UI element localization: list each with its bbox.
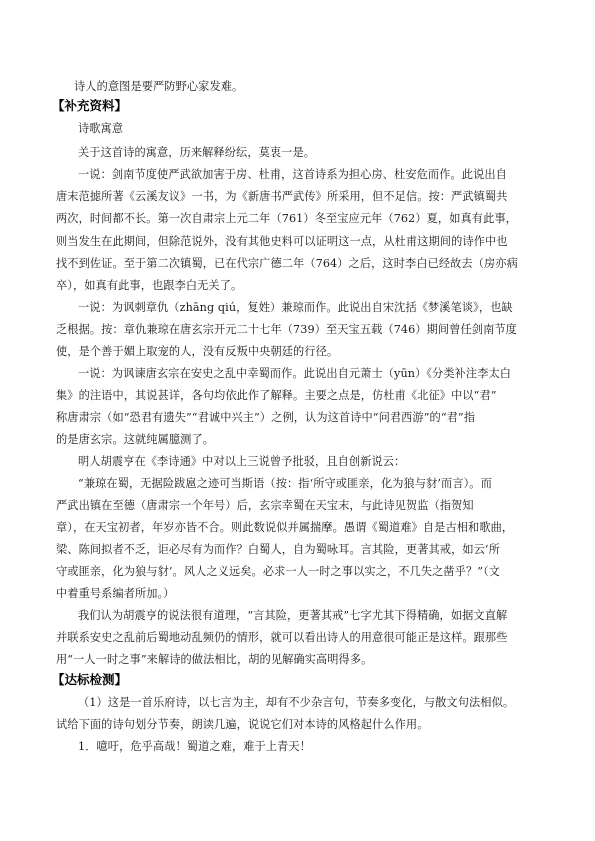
paragraph-line: 则当发生在此期间，但除范说外，没有其他史料可以证明这一点，从杜甫这期间的诗作中也 <box>56 235 508 248</box>
quote-line: 梁、陈间拟者不乏，讵必尽有为而作？白蜀人，自为蜀咏耳。言其险，更著其戒，如云‘所 <box>56 543 500 556</box>
paragraph-line: 乏根据。按：章仇兼琼在唐玄宗开元二十七年（739）至天宝五载（746）期间曾任剑南节度 <box>56 323 517 336</box>
question-line: 试给下面的诗句划分节奏，朗读几遍，说说它们对本诗的风格起什么作用。 <box>56 718 429 731</box>
paragraph-line: 一说：剑南节度使严武欲加害于房、杜甫，这首诗系为担心房、杜安危而作。此说出自 <box>78 168 507 181</box>
paragraph-line: 两次，时间都不长。第一次自肃宗上元二年（761）冬至宝应元年（762）夏，如真有此事， <box>56 212 517 225</box>
paragraph-line: 的是唐玄宗。这就纯属臆测了。 <box>56 433 215 446</box>
test-heading: 【达标检测】 <box>52 672 128 687</box>
quote-line: 守或匪亲，化为狼与豺’。风人之义远矣。必求一人一时之事以实之，不几失之凿乎？”（文 <box>56 565 501 578</box>
supplement-heading: 【补充资料】 <box>52 98 128 113</box>
quote-line: 中着重号系编者所加。） <box>56 587 175 600</box>
paragraph-line: 用“一人一时之事”来解诗的做法相比，胡的见解确实高明得多。 <box>56 653 373 666</box>
paragraph-line: 找不到佐证。至于第二次镇蜀，已在代宗广德二年（764）之后，这时李白已经故去（房亦病 <box>56 257 518 270</box>
paragraph-line: 明人胡震亨在《李诗通》中对以上三说曾予批驳，且自创新说云： <box>78 455 406 468</box>
question-line: （1）这是一首乐府诗，以七言为主，却有不少杂言句，节奏多变化，与散文句法相似。 <box>78 696 515 709</box>
paragraph-line: 称唐肃宗（如“恐君有遗失”“君诚中兴主”）之例，认为这首诗中“问君西游”的“君”指 <box>56 411 476 424</box>
subheading: 诗歌寓意 <box>78 122 124 135</box>
question-item: 1．噫吁，危乎高哉！蜀道之难，难于上青天！ <box>78 740 311 753</box>
quote-line: “兼琼在蜀，无据险跋扈之迹可当斯语（按：指‘所守或匪亲，化为狼与豺’而言）。而 <box>78 477 492 490</box>
paragraph-line: 一说：为讽刺章仇（zhāng qiú，复姓）兼琼而作。此说出自宋沈括《梦溪笔谈》，也缺 <box>78 301 513 314</box>
paragraph-line: 使，是个善于媚上取宠的人，没有反叛中央朝廷的行径。 <box>56 345 339 358</box>
quote-line: 章），在天宝初者，年岁亦皆不合。则此数说似并属揣摩。愚谓《蜀道难》自是古相和歌曲， <box>56 521 514 534</box>
paragraph-line: 卒），如真有此事，也跟李白无关了。 <box>56 279 243 292</box>
paragraph-line: 集》的注语中，其说甚详，各句均依此作了解释。主要之点是，仿杜甫《北征》中以“君” <box>56 389 497 402</box>
paragraph-line: 一说：为讽谏唐玄宗在安史之乱中幸蜀而作。此说出自元萧士（yūn）《分类补注李太白 <box>78 367 512 380</box>
quote-line: 严武出镇在至德（唐肃宗一个年号）后，玄宗幸蜀在天宝末，与此诗见贺监（指贺知 <box>56 499 474 512</box>
paragraph-line: 并联系安史之乱前后蜀地动乱频仍的情形，就可以看出诗人的用意很可能正是这样。跟那些 <box>56 631 508 644</box>
paragraph-line: 唐末范摅所著《云溪友议》一书，为《新唐书严武传》所采用，但不足信。按：严武镇蜀共 <box>56 190 508 203</box>
intro-line: 诗人的意图是要严防野心家发难。 <box>74 80 244 93</box>
paragraph-line: 关于这首诗的寓意，历来解释纷纭，莫衷一是。 <box>78 146 316 159</box>
paragraph-line: 我们认为胡震亨的说法很有道理，“言其险，更著其戒”七字尤其下得精确，如据文直解 <box>78 609 508 622</box>
